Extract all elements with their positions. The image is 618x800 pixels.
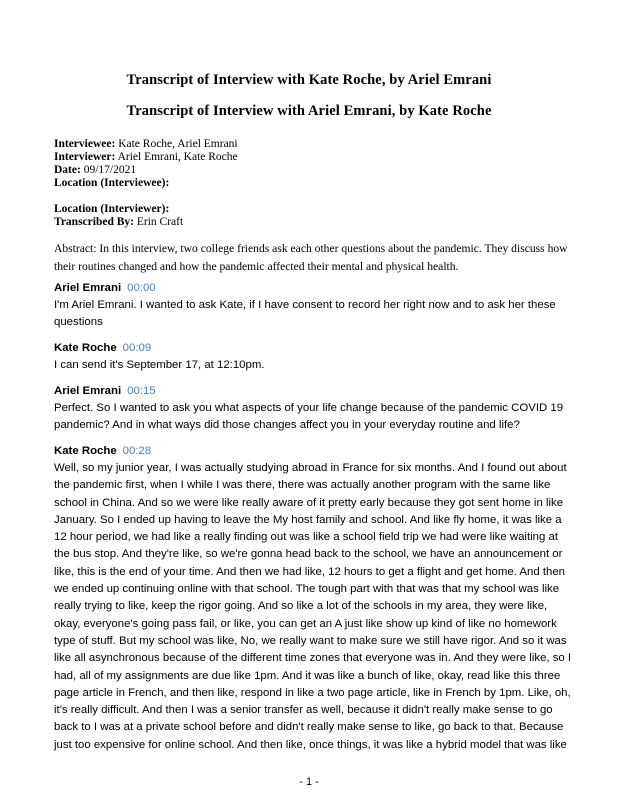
- meta-value: Ariel Emrani, Kate Roche: [117, 151, 238, 163]
- text-line: I can send it's September 17, at 12:10pm.: [54, 359, 265, 371]
- document-title-2: Transcript of Interview with Ariel Emrani, by Kate Roche: [126, 103, 492, 119]
- meta-location-interviewee: [54, 177, 169, 190]
- speaker-heading: [54, 385, 156, 397]
- text-line: the pandemic first, when I while I was there, there was actually another program with the same like: [54, 479, 551, 492]
- text-line: had, all of my assignments are due like 1pm. And it was like a bunch of like, okay, read like this three: [54, 669, 561, 682]
- timestamp-link[interactable]: 00:28: [122, 445, 152, 457]
- text-line: school in China. And so we were like really aware of it pretty early because they got sent home in like: [54, 496, 564, 509]
- meta-location-interviewer: [54, 203, 169, 216]
- meta-label: Location (Interviewee):: [54, 177, 170, 189]
- text-line: type of stuff. But my school was like, No, we really want to make sure we still have rigor. And so it was: [54, 634, 567, 647]
- text-line: page article in French, and then like, respond in like a two page article, like in French by 1pm. Like, oh,: [54, 686, 571, 699]
- text-line: I'm Ariel Emrani. I wanted to ask Kate, if I have consent to record her right now and to ask her these: [54, 299, 556, 311]
- text-line: questions: [54, 316, 103, 329]
- meta-transcribed-by: [54, 216, 183, 229]
- meta-label: Transcribed By:: [54, 216, 134, 228]
- meta-label: Date:: [54, 164, 81, 176]
- text-line: okay, everyone's going pass fail, or like, you can get an A just like show up kind of like no homework: [54, 617, 557, 630]
- meta-label: Interviewer:: [54, 151, 116, 163]
- text-line: just too expensive for online school. And then like, once things, it was like a hybrid model that was like: [54, 738, 567, 751]
- meta-label: Interviewee:: [54, 138, 116, 150]
- text-line: it's really difficult. And then I was a senior transfer as well, because it didn't really make sense to go: [54, 704, 553, 717]
- meta-value: Erin Craft: [136, 216, 184, 228]
- timestamp-link[interactable]: 00:09: [122, 342, 152, 354]
- timestamp-link[interactable]: 00:15: [127, 385, 156, 397]
- abstract: Abstract: In this interview, two college friends ask each other questions about the pandemic. They discuss how their routines changed and how the pandemic affected their mental and physical health.: [54, 242, 568, 273]
- utterance-text: [54, 357, 574, 374]
- speaker-heading: [54, 282, 156, 294]
- speaker-heading: [54, 342, 151, 354]
- text-line: January. So I ended up having to leave the My host family and school. And like fly home, it was like a: [54, 513, 562, 526]
- meta-value: Kate Roche, Ariel Emrani: [118, 138, 238, 150]
- meta-date: [54, 164, 136, 177]
- speaker-name: Kate Roche: [54, 342, 117, 354]
- text-line: like all asynchronous because of the different time zones that everyone was in. And they were like, so I: [54, 652, 572, 665]
- text-line: really trying to like, keep the rigor going. And so like a lot of the schools in my area, they were like,: [54, 600, 548, 613]
- text-line: Perfect. So I wanted to ask you what aspects of your life change because of the pandemic COVID 19: [54, 402, 564, 414]
- speaker-name: Ariel Emrani: [54, 385, 122, 397]
- utterance-text: [54, 400, 574, 435]
- speaker-name: Ariel Emrani: [54, 282, 122, 294]
- page-number: - 1 -: [299, 776, 319, 788]
- text-line: like, this is the end of your time. And then we had like, 12 hours to get a flight and get home. And then: [54, 565, 566, 578]
- utterance-text: [54, 460, 574, 754]
- meta-interviewee: [54, 138, 238, 151]
- meta-value: 09/17/2021: [83, 164, 137, 176]
- timestamp-link[interactable]: 00:00: [127, 282, 156, 294]
- meta-label: Location (Interviewer):: [54, 203, 170, 215]
- text-line: Well, so my junior year, I was actually studying abroad in France for six months. And I found out about: [54, 462, 567, 474]
- text-line: back to I was at a private school before and didn't really make sense to like, go back to that. Because: [54, 721, 564, 734]
- speaker-name: Kate Roche: [54, 445, 117, 457]
- text-line: the bus stop. And they're like, so we're gonna head back to the school, we have an announcement or: [54, 548, 563, 561]
- text-line: pandemic? And in what ways did those changes affect you in your everyday routine and life?: [54, 419, 520, 432]
- document-title-1: Transcript of Interview with Kate Roche, by Ariel Emrani: [126, 72, 492, 88]
- speaker-heading: [54, 445, 151, 457]
- meta-interviewer: [54, 151, 238, 164]
- text-line: we ended up continuing online with that school. The tough part with that was that my school was like: [54, 583, 560, 596]
- text-line: 12 hour period, we had like a really finding out was like a school field trip we had were like waiting at: [54, 531, 558, 544]
- utterance-text: [54, 297, 574, 332]
